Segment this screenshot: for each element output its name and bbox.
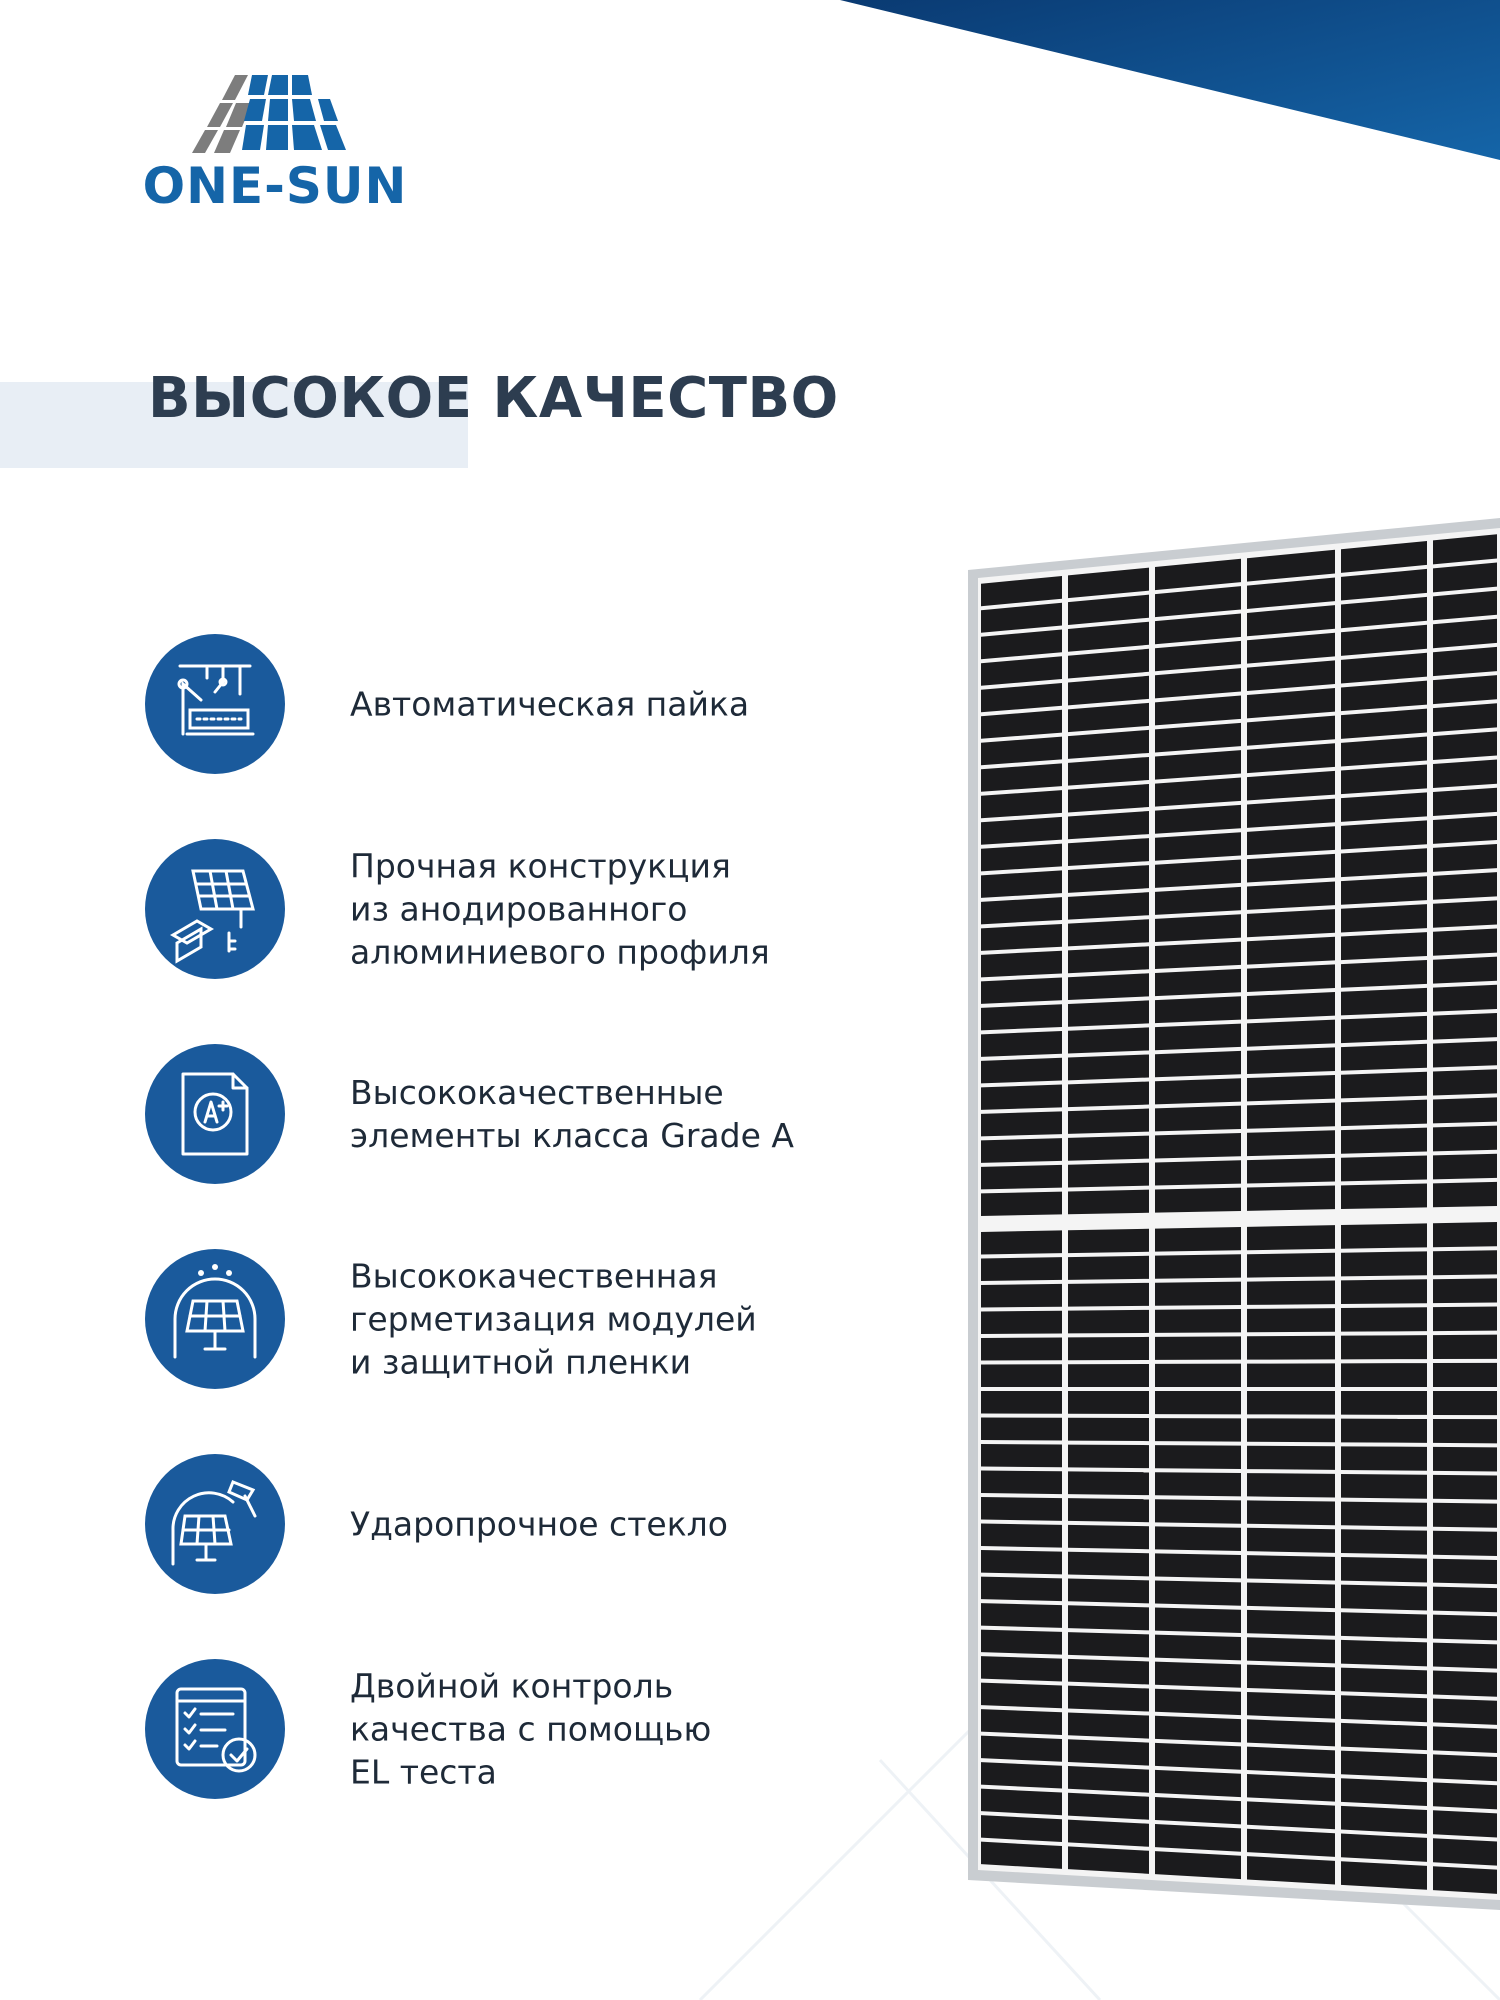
- solar-cell: [1247, 1047, 1335, 1074]
- solar-cell: [1341, 1557, 1427, 1583]
- solar-cell: [1247, 1103, 1335, 1129]
- solar-cell: [1155, 1743, 1241, 1770]
- solar-cell: [981, 1418, 1062, 1441]
- solar-cell: [981, 1444, 1062, 1467]
- solar-cell: [1068, 1136, 1149, 1161]
- solar-cell: [981, 1577, 1062, 1602]
- solar-cell: [1341, 1223, 1427, 1248]
- solar-panel-image: [960, 510, 1500, 1910]
- solar-cell: [1433, 1041, 1497, 1067]
- solar-cell: [1247, 909, 1335, 937]
- solar-cell: [1433, 731, 1497, 760]
- feature-item: [145, 1249, 945, 1389]
- solar-cell: [981, 1471, 1062, 1495]
- solar-cell: [1433, 1182, 1497, 1207]
- solar-cell: [981, 1004, 1062, 1030]
- solar-cell: [1247, 1186, 1335, 1211]
- grade-a-certificate-icon: [145, 1044, 285, 1184]
- feature-text: Высококачественная герметизация модулей и защитной пленки: [350, 1256, 757, 1382]
- aluminum-frame-profile-icon: [145, 839, 285, 979]
- solar-cell: [1068, 946, 1149, 973]
- solar-cell: [1068, 1391, 1149, 1414]
- solar-cell: [1068, 1000, 1149, 1026]
- solar-cell: [1341, 1723, 1427, 1750]
- solar-cell: [1247, 1528, 1335, 1553]
- solar-cell: [1068, 1054, 1149, 1080]
- solar-cell: [1341, 1834, 1427, 1862]
- solar-cell: [981, 1630, 1062, 1655]
- solar-cell: [1155, 1188, 1241, 1213]
- solar-cell: [981, 1085, 1062, 1110]
- solar-cell: [981, 1192, 1062, 1216]
- solar-cell: [1433, 1503, 1497, 1528]
- solar-cell: [1068, 1337, 1149, 1360]
- solar-cell: [1247, 1075, 1335, 1101]
- solar-cell: [1247, 1253, 1335, 1278]
- solar-cell: [1247, 1719, 1335, 1746]
- solar-cell: [1068, 1081, 1149, 1107]
- solar-cell: [1341, 1044, 1427, 1071]
- solar-cell: [1068, 1471, 1149, 1495]
- solar-cell: [1155, 1024, 1241, 1051]
- solar-cell: [1247, 1225, 1335, 1250]
- solar-cell: [1433, 760, 1497, 788]
- solar-cell: [1341, 932, 1427, 960]
- solar-cell: [1155, 1282, 1241, 1306]
- solar-cell: [1341, 1183, 1427, 1209]
- solar-cell: [1068, 1190, 1149, 1215]
- solar-cell: [1433, 985, 1497, 1012]
- solar-cell: [1433, 1447, 1497, 1472]
- feature-item: [145, 839, 945, 979]
- solar-cell: [1155, 1133, 1241, 1159]
- solar-cell: [1247, 1665, 1335, 1691]
- solar-cell: [1433, 1307, 1497, 1332]
- solar-cell: [1433, 1363, 1497, 1387]
- solar-cell: [1155, 1689, 1241, 1715]
- solar-cell: [1068, 919, 1149, 946]
- solar-cell: [1433, 1643, 1497, 1669]
- solar-cell: [1247, 1610, 1335, 1636]
- solar-cell: [1068, 1418, 1149, 1441]
- feature-text: Прочная конструкция из анодированного алюминиевого профиля: [350, 846, 770, 972]
- solar-cell: [1433, 816, 1497, 844]
- solar-cell: [981, 924, 1062, 951]
- solar-cell: [981, 1683, 1062, 1709]
- solar-cell: [1068, 1027, 1149, 1053]
- solar-cell: [1247, 1363, 1335, 1387]
- solar-cell: [1341, 1778, 1427, 1806]
- solar-cell: [981, 1709, 1062, 1735]
- solar-cell: [1341, 1446, 1427, 1470]
- feature-text: Двойной контроль качества с помощью EL теста: [350, 1666, 712, 1792]
- solar-cell: [1247, 1473, 1335, 1497]
- solar-cell: [1155, 969, 1241, 996]
- solar-cell: [1068, 1445, 1149, 1469]
- solar-cell: [1155, 1824, 1241, 1852]
- solar-cell: [1341, 904, 1427, 932]
- solar-cell: [1068, 1632, 1149, 1657]
- solar-cell: [1433, 1531, 1497, 1556]
- solar-cell: [1247, 992, 1335, 1019]
- solar-cell: [1433, 1391, 1497, 1415]
- solar-cell: [1247, 1774, 1335, 1802]
- solar-cell: [981, 1762, 1062, 1788]
- solar-cell: [981, 1815, 1062, 1842]
- solar-cell: [1433, 1222, 1497, 1247]
- solar-cell: [1155, 1499, 1241, 1523]
- solar-cell: [1155, 914, 1241, 942]
- solar-cell: [1433, 1069, 1497, 1095]
- solar-cell: [1068, 1229, 1149, 1253]
- solar-cell: [1433, 928, 1497, 955]
- solar-cell: [1247, 1692, 1335, 1719]
- solar-cell: [1068, 1579, 1149, 1604]
- solar-cell: [1068, 1163, 1149, 1188]
- solar-cell: [1341, 1529, 1427, 1554]
- solar-cell: [981, 897, 1062, 924]
- solar-cell: [1155, 1608, 1241, 1634]
- solar-cell: [1155, 1227, 1241, 1252]
- solar-cell: [1155, 1309, 1241, 1333]
- solar-cell: [1433, 844, 1497, 872]
- robot-arm-soldering-icon: [145, 634, 285, 774]
- solar-cell: [1068, 1712, 1149, 1738]
- feature-item: [145, 1659, 945, 1799]
- solar-cell: [1155, 1662, 1241, 1688]
- solar-cell: [1247, 1308, 1335, 1332]
- solar-cell: [981, 1337, 1062, 1360]
- solar-cell: [1433, 1587, 1497, 1613]
- solar-cell: [1433, 1335, 1497, 1359]
- solar-cell: [1433, 1475, 1497, 1500]
- solar-cell: [1155, 1472, 1241, 1496]
- solar-cell: [1247, 964, 1335, 992]
- solar-cell: [1341, 960, 1427, 988]
- solar-cell: [1155, 1051, 1241, 1077]
- solar-cell: [1247, 1158, 1335, 1184]
- solar-cell: [1155, 1106, 1241, 1132]
- solar-cell: [981, 1165, 1062, 1190]
- solar-cell: [1341, 1640, 1427, 1666]
- solar-cell: [1433, 1810, 1497, 1837]
- solar-cell: [1155, 1553, 1241, 1578]
- solar-cell: [1247, 1418, 1335, 1442]
- solar-cell: [981, 1736, 1062, 1762]
- solar-cell: [1433, 1559, 1497, 1584]
- solar-cell: [1155, 1445, 1241, 1469]
- solar-cell: [981, 1550, 1062, 1574]
- solar-cell: [1433, 1838, 1497, 1865]
- solar-cell: [1068, 1552, 1149, 1577]
- feature-item: [145, 1454, 945, 1594]
- feature-text: Ударопрочное стекло: [350, 1504, 728, 1544]
- solar-cell: [1155, 1635, 1241, 1661]
- solar-cell: [1433, 1097, 1497, 1123]
- page-title: ВЫСОКОЕ КАЧЕСТВО: [148, 366, 839, 431]
- solar-cell: [1433, 1278, 1497, 1303]
- solar-cell: [1155, 1254, 1241, 1278]
- solar-cell: [981, 1230, 1062, 1254]
- solar-cell: [1433, 1726, 1497, 1753]
- solar-cell: [1247, 1555, 1335, 1580]
- solar-cell: [1341, 876, 1427, 905]
- solar-cell: [981, 1524, 1062, 1548]
- feature-item: [145, 634, 945, 774]
- solar-cell: [1433, 1866, 1497, 1894]
- solar-cell: [1155, 996, 1241, 1023]
- solar-cell: [981, 1603, 1062, 1628]
- solar-cell: [1433, 1782, 1497, 1809]
- solar-cell: [1155, 1770, 1241, 1797]
- solar-cell: [1247, 1336, 1335, 1360]
- solar-cell: [981, 951, 1062, 978]
- solar-cell: [981, 1311, 1062, 1334]
- solar-cell: [1341, 1695, 1427, 1722]
- solar-cell: [1433, 788, 1497, 816]
- solar-cell: [1068, 1256, 1149, 1280]
- solar-cell: [1341, 1307, 1427, 1331]
- solar-cell: [1433, 872, 1497, 900]
- solar-cell: [1341, 1156, 1427, 1182]
- solar-cell: [1155, 1797, 1241, 1824]
- solar-cell: [1068, 1283, 1149, 1307]
- solar-cell: [1247, 1829, 1335, 1857]
- solar-cell: [1247, 1500, 1335, 1525]
- solar-cell: [1155, 1336, 1241, 1360]
- solar-cell: [1155, 887, 1241, 915]
- solar-cell: [1433, 1250, 1497, 1275]
- solar-cell: [1341, 1016, 1427, 1043]
- solar-cell: [981, 1364, 1062, 1387]
- solar-cell: [1433, 1671, 1497, 1697]
- solar-cell: [1433, 703, 1497, 732]
- solar-cell: [1341, 1502, 1427, 1527]
- solar-cell: [1068, 1605, 1149, 1630]
- solar-cell: [981, 1497, 1062, 1521]
- solar-cell: [1341, 1072, 1427, 1099]
- solar-cell: [1341, 1751, 1427, 1779]
- solar-cell: [981, 1111, 1062, 1136]
- solar-cell: [1433, 1419, 1497, 1443]
- solar-cell: [1068, 1739, 1149, 1765]
- solar-cell: [1433, 675, 1497, 704]
- solar-cell: [1068, 1686, 1149, 1712]
- solar-cell: [1341, 1861, 1427, 1890]
- solar-cell: [1068, 973, 1149, 1000]
- solar-cell: [1341, 1251, 1427, 1276]
- brand-name: ONE-SUN: [142, 157, 408, 215]
- solar-cell: [1433, 1754, 1497, 1781]
- solar-cell: [1155, 1160, 1241, 1185]
- solar-cell: [1247, 1391, 1335, 1415]
- solar-cell: [1433, 900, 1497, 927]
- solar-cell: [1247, 1583, 1335, 1609]
- feature-item: [145, 1044, 945, 1184]
- solar-cell: [1341, 1363, 1427, 1387]
- solar-cell: [981, 1656, 1062, 1681]
- solar-cell: [981, 1031, 1062, 1057]
- solar-cell: [1341, 1612, 1427, 1638]
- solar-cell: [981, 1789, 1062, 1816]
- solar-cell: [1433, 1126, 1497, 1152]
- solar-cell: [981, 977, 1062, 1003]
- solar-cell: [1155, 1580, 1241, 1605]
- solar-cell: [1068, 1659, 1149, 1685]
- solar-cell: [1068, 1766, 1149, 1793]
- solar-cell: [1247, 1020, 1335, 1047]
- solar-cell: [1341, 1419, 1427, 1443]
- solar-cell: [1247, 1801, 1335, 1829]
- solar-cell: [1068, 1846, 1149, 1873]
- feature-text: Автоматическая пайка: [350, 684, 750, 724]
- solar-cell: [1341, 1128, 1427, 1154]
- solar-cell: [1155, 1526, 1241, 1551]
- solar-cell: [1155, 1418, 1241, 1442]
- solar-cell: [1155, 1364, 1241, 1387]
- solar-cell: [1433, 1698, 1497, 1724]
- solar-cell: [1341, 1806, 1427, 1834]
- solar-cell: [1341, 1668, 1427, 1695]
- solar-cell: [1433, 957, 1497, 984]
- sealed-module-icon: [145, 1249, 285, 1389]
- solar-cell: [1068, 1310, 1149, 1334]
- solar-cell: [1155, 1716, 1241, 1743]
- solar-cell: [1341, 1279, 1427, 1304]
- solar-cell: [1247, 1637, 1335, 1663]
- solar-cell: [1155, 1078, 1241, 1104]
- brand-logo: [130, 75, 420, 220]
- solar-cell: [1068, 1498, 1149, 1522]
- solar-cell: [1155, 942, 1241, 969]
- el-test-checklist-icon: [145, 1659, 285, 1799]
- solar-cell: [1247, 1130, 1335, 1156]
- solar-cell: [981, 1284, 1062, 1308]
- impact-resistant-glass-icon: [145, 1454, 285, 1594]
- solar-cell: [1068, 1820, 1149, 1847]
- solar-cell: [1068, 1525, 1149, 1549]
- solar-cell: [1433, 1013, 1497, 1040]
- solar-cell: [1341, 1335, 1427, 1359]
- solar-cell: [1341, 988, 1427, 1016]
- solar-cell: [981, 1391, 1062, 1414]
- solar-cell: [981, 1257, 1062, 1281]
- solar-cell: [1247, 1280, 1335, 1304]
- solar-cell: [1068, 1364, 1149, 1387]
- solar-cell: [981, 1058, 1062, 1084]
- solar-roof-logo-icon: [180, 75, 360, 155]
- solar-cell: [1433, 1615, 1497, 1641]
- solar-cell: [1433, 1154, 1497, 1180]
- solar-cell: [1068, 1109, 1149, 1134]
- solar-cell: [1247, 937, 1335, 965]
- solar-cell: [1341, 1391, 1427, 1415]
- solar-cell: [1068, 892, 1149, 919]
- solar-cell: [1341, 1585, 1427, 1611]
- solar-cell: [1341, 1100, 1427, 1126]
- solar-cell: [1247, 1446, 1335, 1470]
- solar-cell: [981, 1842, 1062, 1869]
- solar-cell: [1247, 1747, 1335, 1774]
- solar-cell: [1155, 1391, 1241, 1414]
- corner-accent: [840, 0, 1500, 160]
- feature-text: Высококачественные элементы класса Grade A: [350, 1073, 794, 1155]
- solar-cell: [981, 1138, 1062, 1163]
- solar-cell: [1341, 1474, 1427, 1499]
- solar-cell: [1068, 1793, 1149, 1820]
